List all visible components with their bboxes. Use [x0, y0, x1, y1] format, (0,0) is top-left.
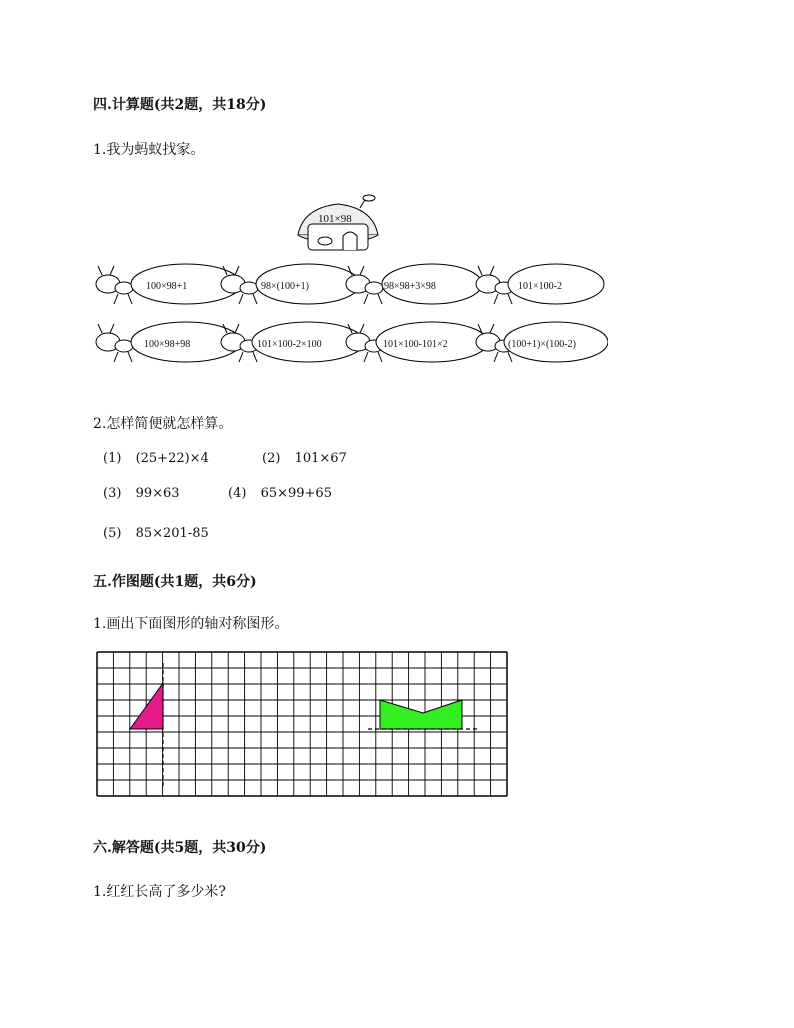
calc-item-expression: 99×63 — [135, 486, 180, 501]
mushroom-house — [298, 195, 378, 250]
ant-8 — [476, 322, 608, 362]
ant-expression: 101×100-2 — [518, 281, 562, 292]
calc-item-number: (3) — [103, 486, 122, 501]
calc-item-1 — [103, 451, 209, 466]
answer-question-prompt: 1.红红长高了多少米? — [93, 884, 226, 900]
ant-2 — [221, 264, 360, 304]
calc-item-4 — [228, 486, 332, 501]
ant-4 — [476, 264, 604, 304]
calc-item-expression: 65×99+65 — [260, 486, 332, 501]
ant-6 — [221, 322, 364, 362]
section-5-heading: 五.作图题(共1题，共6分) — [93, 574, 257, 590]
ant-expression: 98×(100+1) — [261, 281, 309, 292]
calc-item-5 — [103, 526, 209, 541]
calc-item-expression: 85×201-85 — [135, 526, 209, 541]
ant-expression: 100×98+98 — [144, 339, 191, 350]
question-2-prompt: 2.怎样简便就怎样算。 — [93, 416, 233, 432]
calc-item-number: (5) — [103, 526, 122, 541]
calc-item-number: (4) — [228, 486, 247, 501]
ant-1 — [96, 264, 241, 304]
question-1-prompt: 1.我为蚂蚁找家。 — [93, 142, 205, 158]
ant-3 — [346, 264, 482, 304]
calc-item-2 — [262, 451, 347, 466]
ant-expression: 101×100-101×2 — [383, 339, 448, 350]
ant-house-illustration — [88, 190, 608, 380]
section-4-heading: 四.计算题(共2题，共18分) — [93, 97, 267, 113]
ant-7 — [346, 322, 488, 362]
ant-expression: (100+1)×(100-2) — [508, 339, 576, 350]
calc-item-3 — [103, 486, 180, 501]
calc-item-expression: (25+22)×4 — [135, 451, 209, 466]
green-pentagon — [380, 700, 462, 729]
ant-expression: 98×98+3×98 — [384, 281, 436, 292]
drawing-question-prompt: 1.画出下面图形的轴对称图形。 — [93, 616, 289, 632]
ant-expression: 100×98+1 — [146, 281, 188, 292]
calc-item-number: (2) — [262, 451, 281, 466]
ant-expression: 101×100-2×100 — [257, 339, 322, 350]
calc-item-expression: 101×67 — [294, 451, 347, 466]
symmetry-grid — [96, 651, 516, 797]
house-expression: 101×98 — [318, 213, 352, 225]
ant-5 — [96, 322, 241, 362]
section-6-heading: 六.解答题(共5题，共30分) — [93, 840, 267, 856]
calc-item-number: (1) — [103, 451, 122, 466]
